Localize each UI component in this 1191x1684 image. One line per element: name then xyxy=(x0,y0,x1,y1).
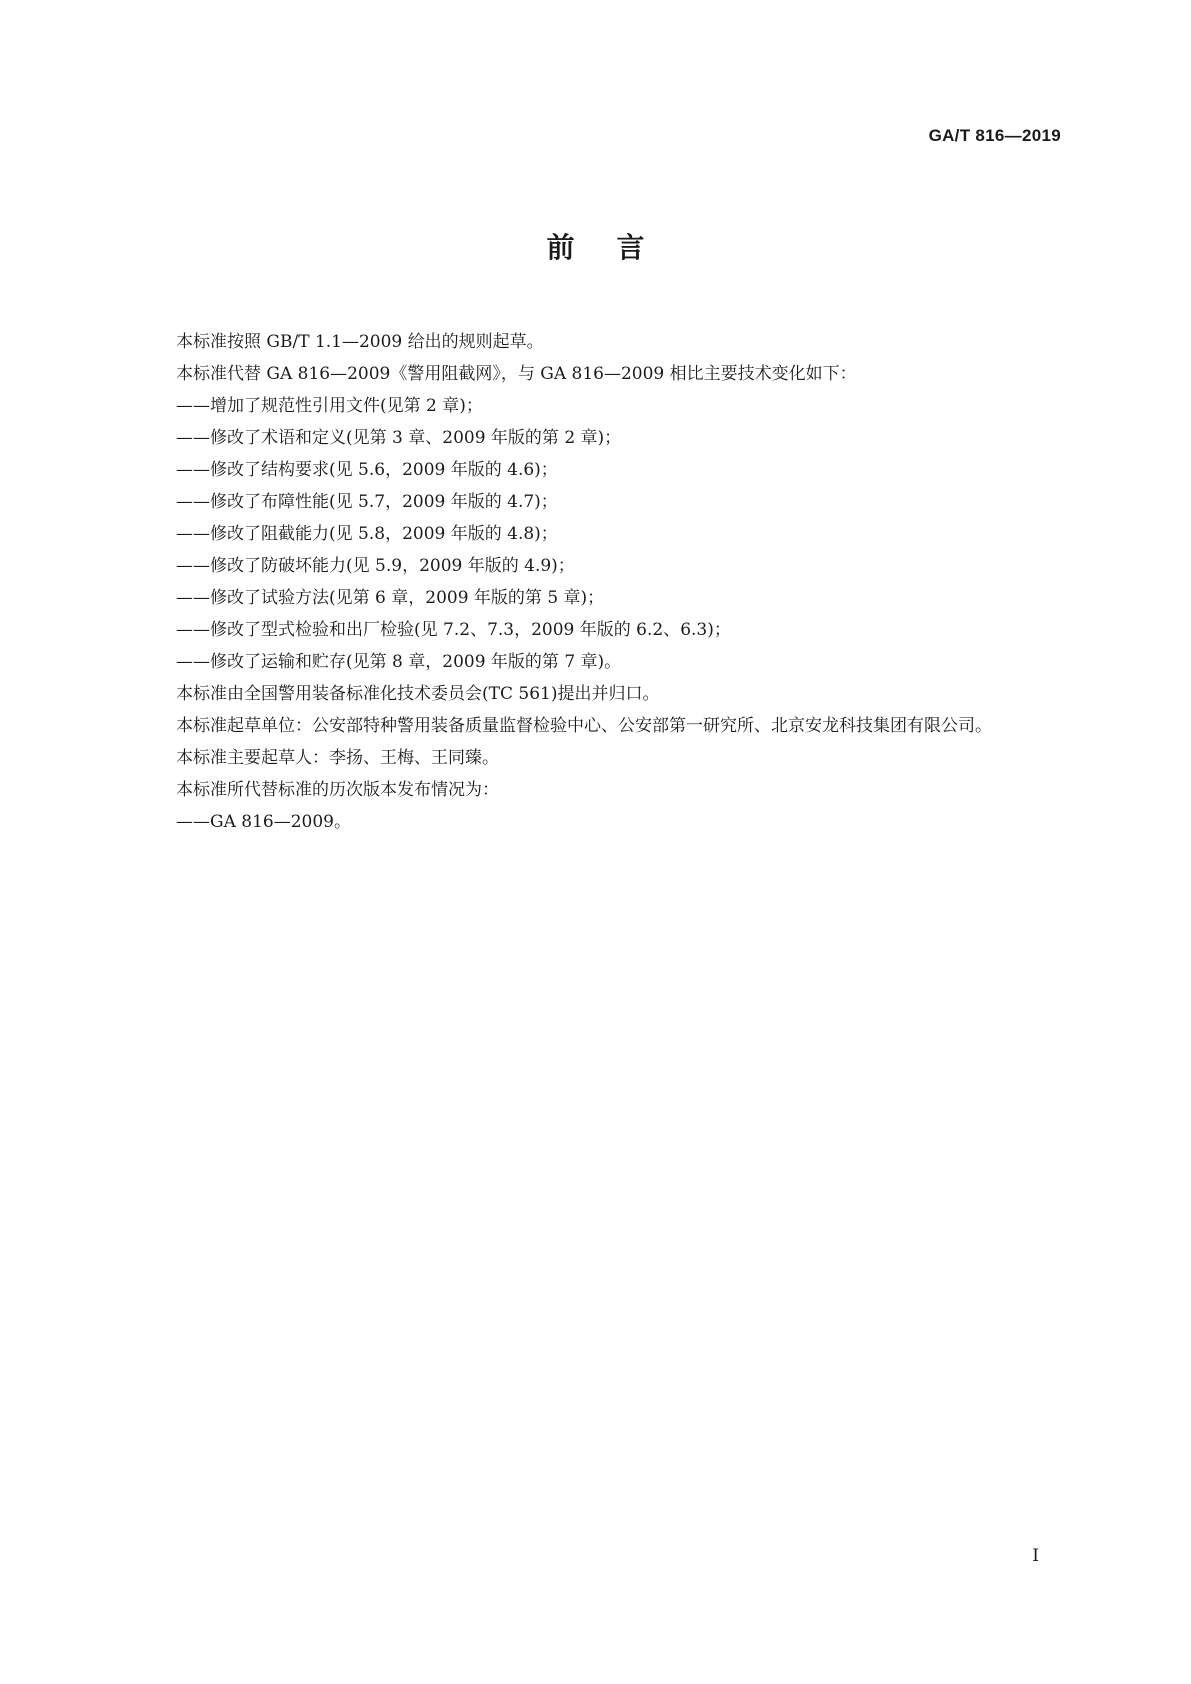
list-item: ——修改了结构要求(见 5.6，2009 年版的 4.6)； xyxy=(176,460,558,480)
page-title: 前言 xyxy=(546,231,687,264)
list-item: ——修改了防破坏能力(见 5.9，2009 年版的 4.9)； xyxy=(176,556,575,576)
list-item: ——GA 816—2009。 xyxy=(176,812,351,832)
paragraph: 本标准由全国警用装备标准化技术委员会(TC 561)提出并归口。 xyxy=(176,684,660,704)
document-body xyxy=(140,326,1064,838)
list-item: ——修改了术语和定义(见第 3 章、2009 年版的第 2 章)； xyxy=(176,428,622,448)
list-item: ——修改了型式检验和出厂检验(见 7.2、7.3，2009 年版的 6.2、6.3)； xyxy=(176,620,731,640)
list-item: ——修改了阻截能力(见 5.8，2009 年版的 4.8)； xyxy=(176,524,558,544)
list-item: ——修改了运输和贮存(见第 8 章，2009 年版的第 7 章)。 xyxy=(176,652,622,672)
paragraph: 本标准代替 GA 816—2009《警用阻截网》，与 GA 816—2009 相比主要技术变化如下： xyxy=(176,364,857,384)
list-item: ——修改了试验方法(见第 6 章，2009 年版的第 5 章)； xyxy=(176,588,605,608)
paragraph: 本标准主要起草人：李扬、王梅、王同臻。 xyxy=(176,748,499,768)
list-item: ——增加了规范性引用文件(见第 2 章)； xyxy=(176,396,483,416)
paragraph: 本标准起草单位：公安部特种警用装备质量监督检验中心、公安部第一研究所、北京安龙科技集团有限公司。 xyxy=(176,716,992,736)
standard-number: GA/T 816—2019 xyxy=(928,126,1061,145)
page-number: I xyxy=(1032,1546,1039,1566)
paragraph: 本标准所代替标准的历次版本发布情况为： xyxy=(176,780,499,800)
list-item: ——修改了布障性能(见 5.7，2009 年版的 4.7)； xyxy=(176,492,558,512)
paragraph: 本标准按照 GB/T 1.1—2009 给出的规则起草。 xyxy=(176,332,544,352)
